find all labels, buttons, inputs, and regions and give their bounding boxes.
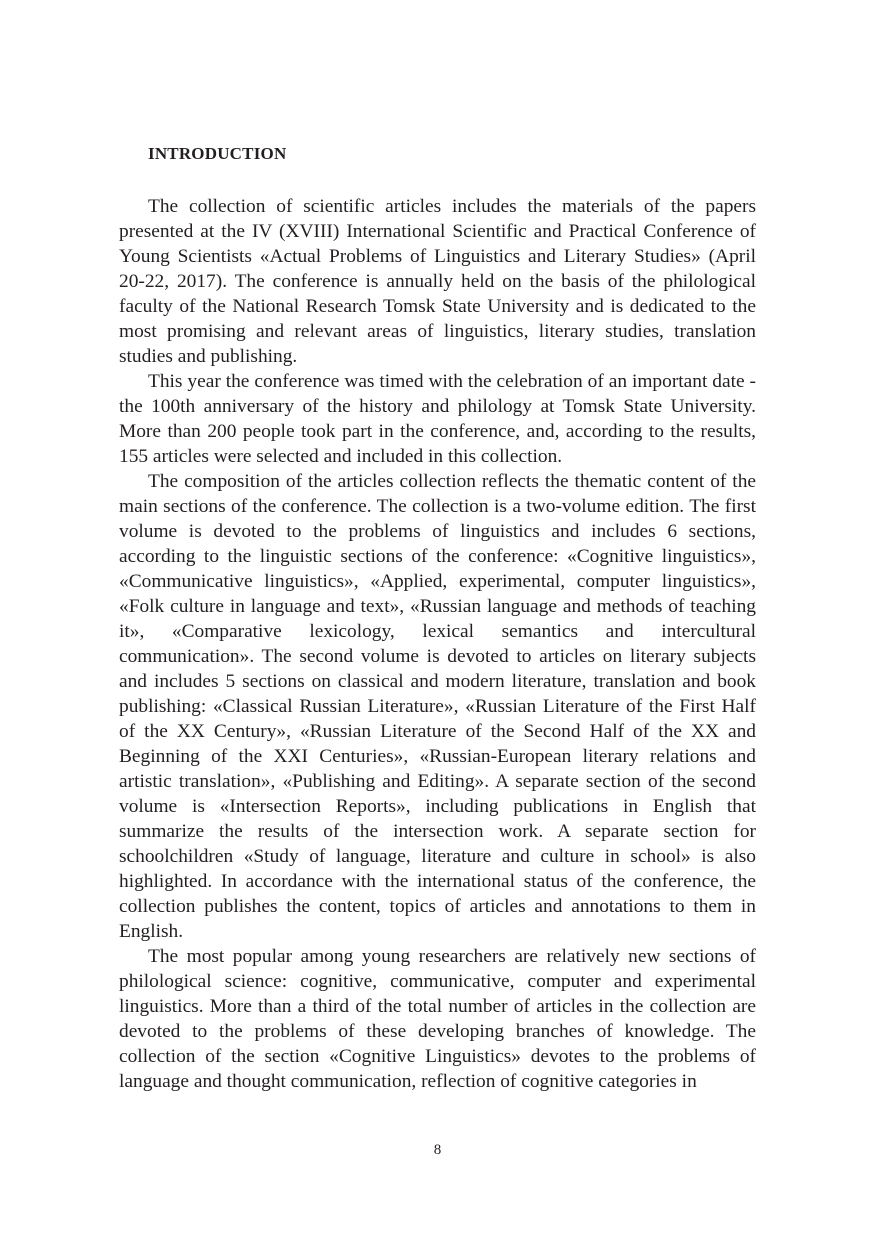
- section-heading: INTRODUCTION: [148, 144, 287, 163]
- paragraph-2: This year the conference was timed with the celebration of an important date - the 100th anniversary of the history and philology at Tomsk State University. More than 200 people took part in the conference, and, according to the results, 155 articles were selected and included in this collection.: [119, 371, 756, 467]
- page-content: [119, 143, 756, 1094]
- paragraph-1: The collection of scientific articles includes the materials of the papers presented at the IV (XVIII) International Scientific and Practical Conference of Young Scientists «Actual Problems of Linguistics and Literary Studies» (April 20-22, 2017). The conference is annually held on the basis of the philological faculty of the National Research Tomsk State University and is dedicated to the most promising and relevant areas of linguistics, literary studies, translation studies and publishing.: [119, 196, 756, 367]
- paragraph-4: The most popular among young researchers are relatively new sections of philological science: cognitive, communicative, computer and experimental linguistics. More than a third of the total number of articles in the collection are devoted to the problems of these developing branches of knowledge. The collection of the section «Cognitive Linguistics» devotes to the problems of language and thought communication, reflection of cognitive categories in: [119, 946, 756, 1092]
- page-number: 8: [433, 1142, 442, 1158]
- paragraph-3: The composition of the articles collection reflects the thematic content of the main sections of the conference. The collection is a two-volume edition. The first volume is devoted to the problems of linguistics and includes 6 sections, according to the linguistic sections of the conference: «Cognitive linguistics», «Communicative linguistics», «Applied, experimental, computer linguistics», «Folk culture in language and text», «Russian language and methods of teaching it», «Comparative lexicology, lexical semantics and intercultural communication». The second volume is devoted to articles on literary subjects and includes 5 sections on classical and modern literature, translation and book publishing: «Classical Russian Literature», «Russian Literature of the First Half of the XX Century», «Russian Literature of the Second Half of the XX and Beginning of the XXI Centuries», «Russian-European literary relations and artistic translation», «Publishing and Editing». A separate section of the second volume is «Intersection Reports», including publications in English that summarize the results of the intersection work. A separate section for schoolchildren «Study of language, literature and culture in school» is also highlighted. In accordance with the international status of the conference, the collection publishes the content, topics of articles and annotations to them in English.: [119, 471, 756, 942]
